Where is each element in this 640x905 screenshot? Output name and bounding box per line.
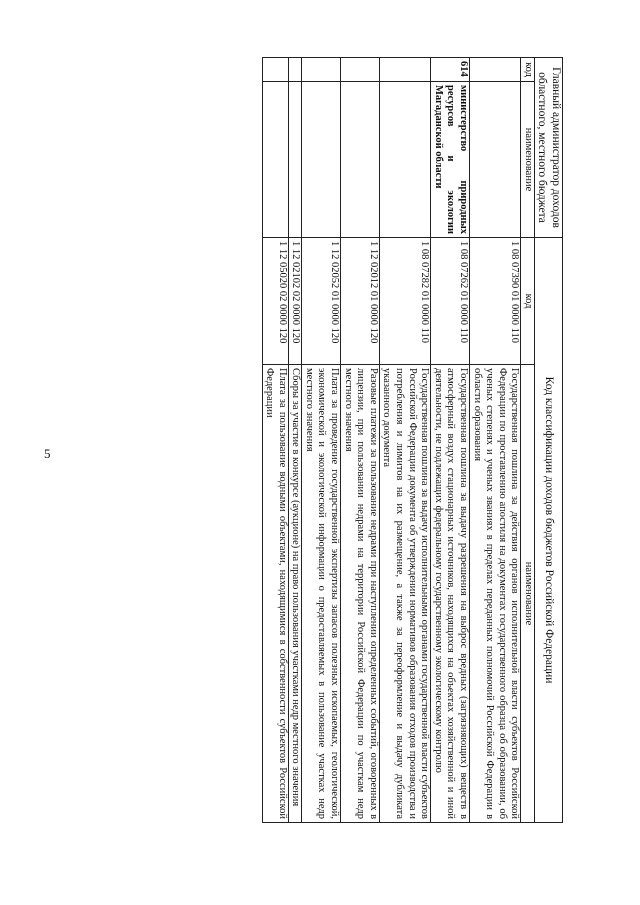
cell-admin-code [302, 58, 341, 82]
table-row [302, 58, 341, 823]
subheader-name: наименование [521, 365, 535, 823]
cell-code: 1 08 07282 01 0000 110 [379, 238, 430, 365]
cell-admin-code: 614 [431, 58, 470, 82]
cell-code: 1 12 02052 01 0000 120 [302, 238, 341, 365]
cell-code: 1 12 02102 02 0000 120 [288, 238, 302, 365]
subheader-admin-code: код [521, 58, 535, 82]
cell-name: Сборы за участие в конкурсе (аукционе) на право пользования участками недр местного значения [288, 365, 302, 823]
table-row [262, 58, 288, 823]
table-subheader-row [521, 58, 535, 823]
subheader-admin-name: наименование [521, 82, 535, 238]
cell-code: 1 08 07390 01 0000 110 [470, 238, 521, 365]
cell-admin-name [341, 82, 380, 238]
cell-name: Государственная пошлина за действия органов исполнительной власти субъектов Российской Федерации по проставлению апостиля на документах государственного образца об образовании, об ученых степенях и ученых званиях в пределах переданных полномочий Российской Федерации в области образования [470, 365, 521, 823]
cell-code: 1 08 07262 01 0000 110 [431, 238, 470, 365]
cell-admin-code [470, 58, 521, 82]
revenue-classification-table [262, 57, 563, 823]
cell-name: Плата за проведение государственной экспертизы запасов полезных ископаемых, геологической, экономической и экологической информации о предоставляемых в пользование участках недр местного значения [302, 365, 341, 823]
cell-admin-name [262, 82, 288, 238]
table-row [379, 58, 430, 823]
cell-admin-code [341, 58, 380, 82]
cell-admin-code [288, 58, 302, 82]
cell-admin-name: министерство природных ресурсов и экологии Магаданской области [431, 82, 470, 238]
cell-admin-name [302, 82, 341, 238]
cell-code: 1 12 02012 01 0000 120 [341, 238, 380, 365]
cell-name: Государственная пошлина за выдачу исполнительными органами государственной власти субъектов Российской Федерации документа об утверждении нормативов образования отходов производства и потребления и лимитов на их размещение, а также за переоформление и выдачу дубликата указанного документа [379, 365, 430, 823]
cell-admin-code [379, 58, 430, 82]
rotated-table-area [133, 57, 563, 822]
table-row [470, 58, 521, 823]
subheader-code: код [521, 238, 535, 365]
header-classification-code: Код классификации доходов бюджетов Российской Федерации [535, 238, 563, 823]
cell-admin-name [379, 82, 430, 238]
cell-name: Государственная пошлина за выдачу разрешения на выброс вредных (загрязняющих) веществ в атмосферный воздух стационарных источников, находящихся на объектах хозяйственной и иной деятельности, не подлежащих федеральному государственному экологическому контролю [431, 365, 470, 823]
cell-code: 1 12 05020 02 0000 120 [262, 238, 288, 365]
page-number: 5 [44, 446, 51, 461]
table-row [341, 58, 380, 823]
cell-admin-name [470, 82, 521, 238]
table-header-row [535, 58, 563, 823]
table-row [288, 58, 302, 823]
header-administrator: Главный администратор доходов областного, местного бюджета [535, 58, 563, 238]
cell-admin-name [288, 82, 302, 238]
cell-name: Разовые платежи за пользование недрами при наступлении определенных событий, оговоренных в лицензии, при пользовании недрами на территории Российской Федерации по участкам недр местного значения [341, 365, 380, 823]
cell-name: Плата за пользование водными объектами, находящимися в собственности субъектов Российской Федерации [262, 365, 288, 823]
cell-admin-code [262, 58, 288, 82]
table-row [431, 58, 470, 823]
